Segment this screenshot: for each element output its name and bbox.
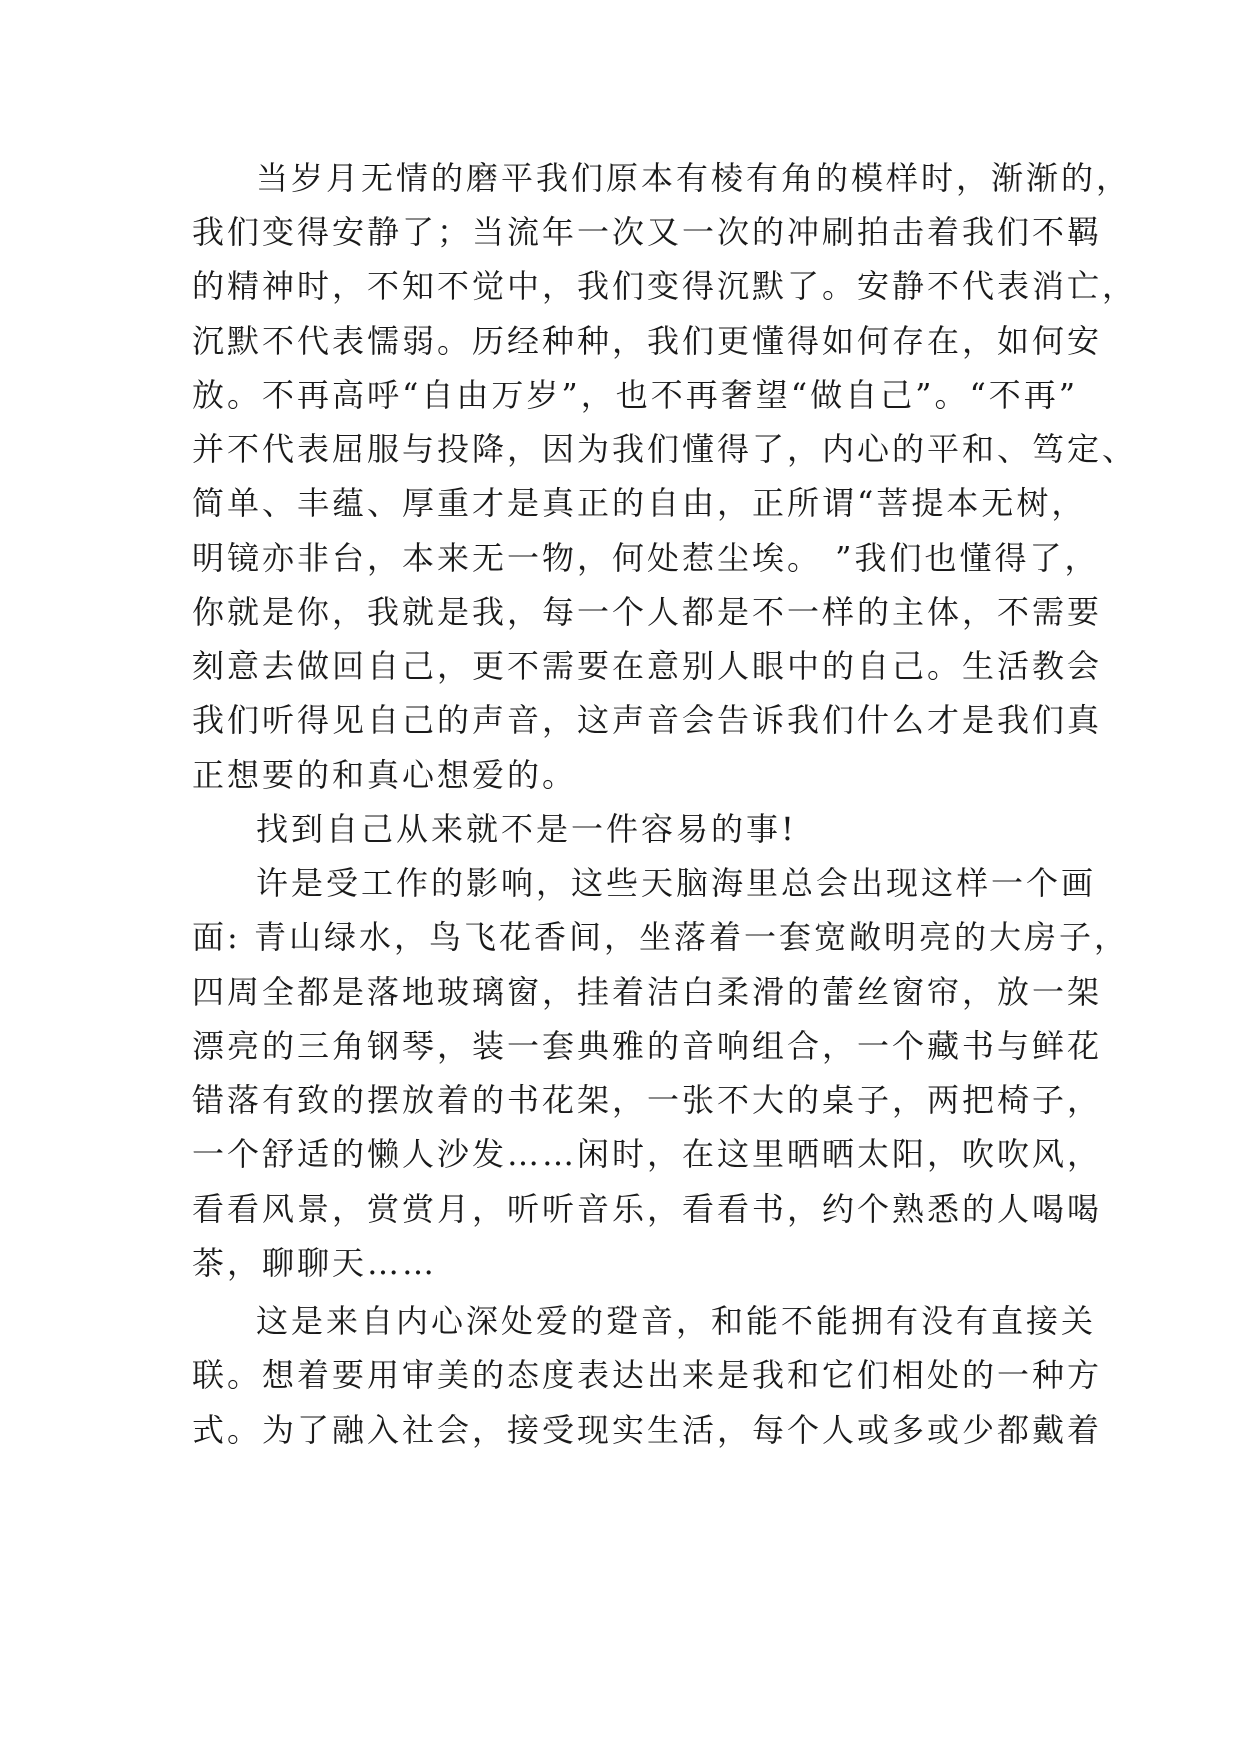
text-line: 正想要的和真心想爱的。 (192, 756, 578, 794)
text-line: 明镜亦非台，本来无一物，何处惹尘埃。 ”我们也懂得了， (192, 539, 1100, 577)
text-line: 我们听得见自己的声音，这声音会告诉我们什么才是我们真 (192, 701, 1103, 739)
text-line: 的精神时，不知不觉中，我们变得沉默了。安静不代表消亡， (192, 267, 1138, 305)
text-line: 你就是你，我就是我，每一个人都是不一样的主体，不需要 (192, 593, 1103, 631)
text-line: 这是来自内心深处爱的跫音，和能不能拥有没有直接关 (256, 1302, 1097, 1340)
text-line: 简单、丰蕴、厚重才是真正的自由，正所谓“菩提本无树， (192, 484, 1087, 522)
text-line: 联。想着要用审美的态度表达出来是我和它们相处的一种方 (192, 1356, 1103, 1394)
text-line: 错落有致的摆放着的书花架，一张不大的桌子，两把椅子， (192, 1081, 1103, 1119)
text-line: 当岁月无情的磨平我们原本有棱有角的模样时，渐渐的， (256, 159, 1132, 197)
text-line: 式。为了融入社会，接受现实生活，每个人或多或少都戴着 (192, 1411, 1103, 1449)
text-line: 沉默不代表懦弱。历经种种，我们更懂得如何存在，如何安 (192, 322, 1103, 360)
text-line: 我们变得安静了；当流年一次又一次的冲刷拍击着我们不羁 (192, 213, 1103, 251)
text-line: 许是受工作的影响，这些天脑海里总会出现这样一个画 (256, 864, 1097, 902)
text-line: 四周全都是落地玻璃窗，挂着洁白柔滑的蕾丝窗帘，放一架 (192, 973, 1103, 1011)
text-line: 茶，聊聊天…… (192, 1244, 438, 1282)
text-line: 漂亮的三角钢琴，装一套典雅的音响组合，一个藏书与鲜花 (192, 1027, 1103, 1065)
text-line: 面: 青山绿水，鸟飞花香间，坐落着一套宽敞明亮的大房子， (192, 918, 1129, 956)
text-line: 一个舒适的懒人沙发……闲时，在这里晒晒太阳，吹吹风， (192, 1135, 1103, 1173)
text-line: 刻意去做回自己，更不需要在意别人眼中的自己。生活教会 (192, 647, 1103, 685)
text-line: 看看风景，赏赏月，听听音乐，看看书，约个熟悉的人喝喝 (192, 1190, 1103, 1228)
text-line: 放。不再高呼“自由万岁”，也不再奢望“做自己”。“不再” (192, 376, 1079, 414)
text-line: 找到自己从来就不是一件容易的事! (256, 810, 797, 848)
text-line: 并不代表屈服与投降，因为我们懂得了，内心的平和、笃定、 (192, 430, 1138, 468)
